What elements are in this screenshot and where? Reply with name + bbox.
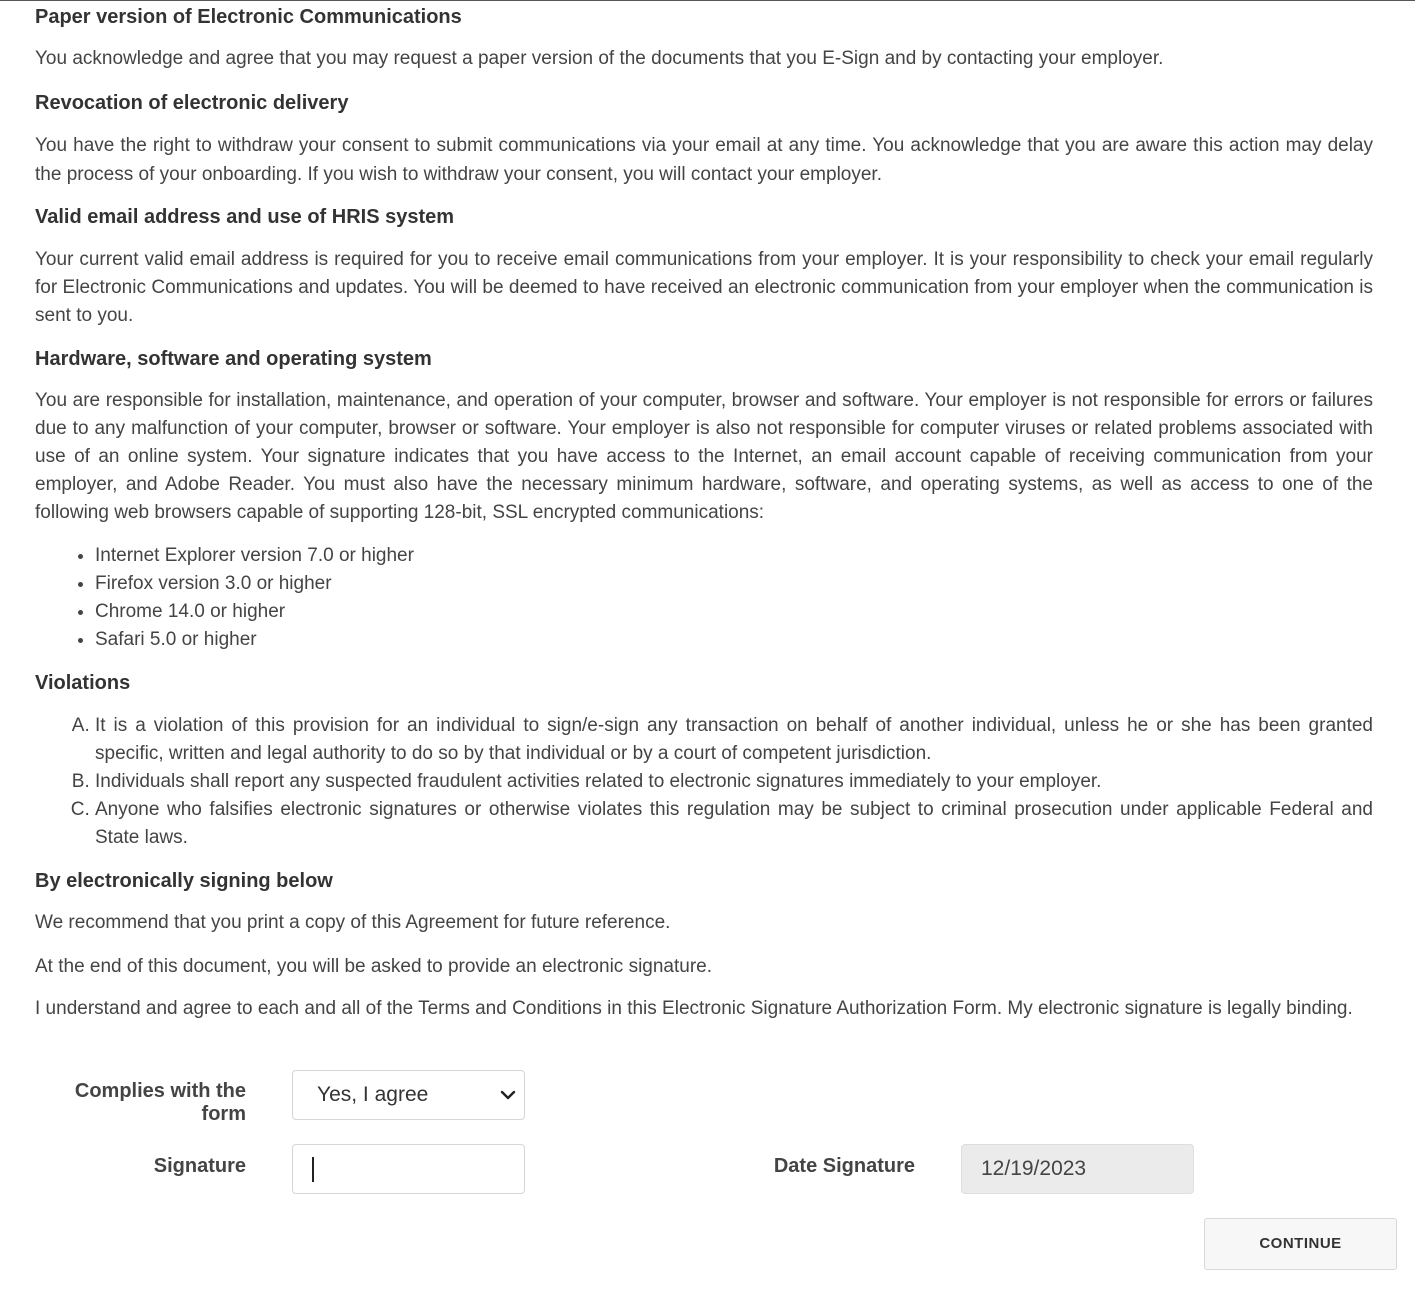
- section-heading-signing: By electronically signing below: [35, 870, 333, 892]
- list-item: • Firefox version 3.0 or higher: [95, 570, 1373, 598]
- section-text-hardware: You are responsible for installation, maintenance, and operation of your computer, browser and software. Your employer is not responsible for errors or failures due to any malfunction of your computer, browser or software. Your employer is also not responsible for computer viruses or related problems associated with use of an online system. Your signature indicates that you have access to the Internet, an email account capable of receiving communication from your employer, and Adobe Reader. You must also have the necessary minimum hardware, software, and operating systems, as well as access to one of the following web browsers capable of supporting 128-bit, SSL encrypted communications:: [35, 390, 1373, 523]
- complies-select-value: Yes, I agree: [317, 1083, 429, 1106]
- section-text-paper-version: You acknowledge and agree that you may request a paper version of the documents that you E-Sign and by contacting your employer.: [35, 48, 1164, 69]
- complies-label: Complies with the form: [74, 1080, 246, 1125]
- list-item: • Chrome 14.0 or higher: [95, 598, 1373, 626]
- signature-input[interactable]: [292, 1144, 525, 1194]
- section-text-print-copy: We recommend that you print a copy of this Agreement for future reference.: [35, 912, 671, 933]
- chevron-down-icon: [500, 1089, 516, 1101]
- signature-label: Signature: [153, 1155, 246, 1177]
- browser-list: [35, 542, 1373, 654]
- list-item: • Safari 5.0 or higher: [95, 626, 1373, 654]
- section-heading-violations: Violations: [35, 672, 131, 694]
- continue-button[interactable]: CONTINUE: [1204, 1218, 1397, 1270]
- list-item: C. Anyone who falsifies electronic signatures or otherwise violates this regulation may be subject to criminal prosecution under applicable Federal and State laws.: [95, 796, 1373, 852]
- violations-list: [35, 712, 1373, 852]
- section-heading-valid-email: Valid email address and use of HRIS system: [35, 206, 455, 228]
- date-signature-field: 12/19/2023: [961, 1144, 1194, 1194]
- section-text-terms-agreement: I understand and agree to each and all of the Terms and Conditions in this Electronic Signature Authorization Form. My electronic signature is legally binding.: [35, 998, 1353, 1019]
- complies-select[interactable]: [292, 1070, 525, 1120]
- section-text-valid-email: Your current valid email address is required for you to receive email communications from your employer. It is your responsibility to check your email regularly for Electronic Communications and updates. You will be deemed to have received an electronic communication from your employer when the communication is sent to you.: [35, 249, 1373, 326]
- list-item: A. It is a violation of this provision for an individual to sign/e-sign any transaction on behalf of another individual, unless he or she has been granted specific, written and legal authority to do so by that individual or by a court of competent jurisdiction.: [95, 712, 1373, 768]
- text-cursor: [312, 1157, 314, 1182]
- section-text-revocation: You have the right to withdraw your consent to submit communications via your email at any time. You acknowledge that you are aware this action may delay the process of your onboarding. If you wish to withdraw your consent, you will contact your employer.: [35, 135, 1373, 185]
- section-heading-hardware: Hardware, software and operating system: [35, 348, 432, 370]
- section-heading-revocation: Revocation of electronic delivery: [35, 92, 349, 114]
- list-item: • Internet Explorer version 7.0 or higher: [95, 542, 1373, 570]
- section-heading-paper-version: Paper version of Electronic Communications: [35, 6, 462, 28]
- section-text-signature-notice: At the end of this document, you will be asked to provide an electronic signature.: [35, 956, 713, 977]
- date-signature-label: Date Signature: [773, 1155, 915, 1177]
- list-item: B. Individuals shall report any suspected fraudulent activities related to electronic signatures immediately to your employer.: [95, 768, 1373, 796]
- agreement-content: [35, 1, 1373, 1023]
